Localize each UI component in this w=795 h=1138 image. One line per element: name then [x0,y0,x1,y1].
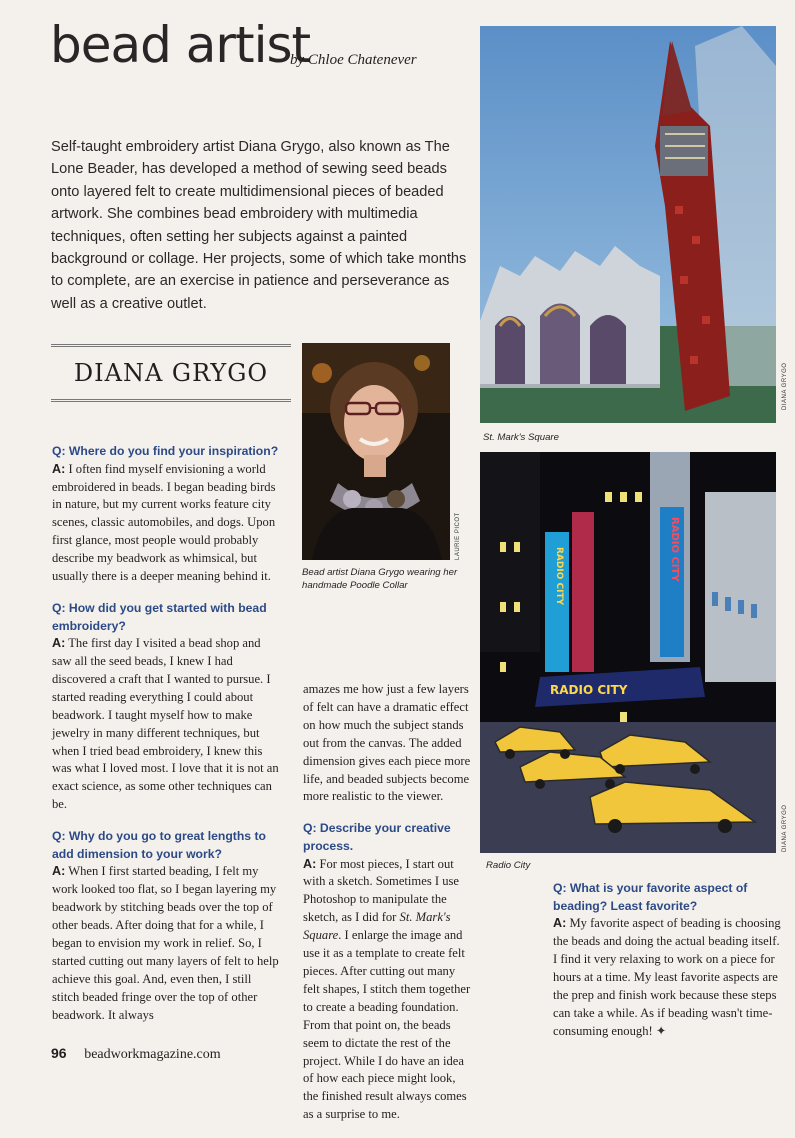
page-title: bead artist [50,16,311,74]
portrait-caption: Bead artist Diana Grygo wearing her handmade Poodle Collar [302,567,458,591]
radio-city-marquee-text: RADIO CITY [550,683,628,697]
radio-city-image [480,452,776,853]
radio-city-credit: DIANA GRYGO [782,804,788,852]
radio-city-sign-text-2: RADIO CITY [669,517,680,582]
radio-city-caption: Radio City [486,860,531,871]
column-3 [553,880,781,1055]
question-4: Q: Describe your creative process. [303,821,451,853]
st-marks-caption: St. Mark's Square [483,432,559,443]
answer-5: A: My favorite aspect of beading is choosing the beads and doing the actual beading itself. I find it very relaxing to work on a piece for hours at a time. My least favorite aspects are the prep and finish work because these steps can take a while. As if beading wasn't time-consuming enough! ✦ [553,916,781,1038]
end-mark-icon: ✦ [655,1023,667,1038]
answer-3: A: When I first started beading, I felt my work looked too flat, so I began layering my beadwork by stitching beads over the top of other beads. After doing that for a while, I began to envision my work in relief. So, I started cutting out many layers of felt to help achieve this goal. And, even then, I still stitch beaded fringe over the top of other beadwork. It always [52,864,279,1022]
question-1: Q: Where do you find your inspiration? [52,444,279,458]
page-number: 96 [51,1045,67,1061]
question-5: Q: What is your favorite aspect of beading? Least favorite? [553,881,748,913]
column-1 [52,443,280,1039]
answer-3-continued: amazes me how just a few layers of felt can have a dramatic effect on how much the subject stands out from the canvas. The added dimension gives each piece more life, and beaded subjects become more realistic to the viewer. [303,682,471,804]
answer-2: A: The first day I visited a bead shop and saw all the seed beads, I knew I had discovered a craft that I wanted to pursue. I started reading everything I could about beadwork. I taught myself how to make jewelry in many different techniques, but when I tried bead embroidery, I knew this was what I loved most. I love that it is not an exact science, as some other techniques can be. [52,636,279,812]
artist-name: DIANA GRYGO [73,359,269,387]
st-marks-square-image [480,26,776,423]
intro-paragraph: Self-taught embroidery artist Diana Grygo, also known as The Lone Beader, has developed a method of sewing seed beads onto layered felt to create multidimensional pieces of beaded artwork. She combines bead embroidery with multimedia techniques, often setting her subjects against a painted background or collage. Her projects, some of which take months to complete, are an exercise in patience and perseverance as well as a creative outlet. [51,139,467,312]
footer-url: beadworkmagazine.com [84,1047,221,1062]
column-2 [303,681,471,1138]
footer [51,1045,221,1063]
question-2: Q: How did you get started with bead embroidery? [52,600,267,633]
portrait-photo [302,343,450,560]
question-3: Q: Why do you go to great lengths to add dimension to your work? [52,829,266,861]
answer-1: A: I often find myself envisioning a world embroidered in beads. I began beading birds in nature, but my current works feature city scenes, classic automobiles, and dogs. Upon first glance, most people would probably describe my beadwork as whimsical, but usually there is a deeper meaning behind it. [52,461,276,584]
answer-4: A: For most pieces, I start out with a sketch. Sometimes I use Photoshop to manipulate the sketch, as I did for St. Mark's Square. I enlarge the image and use it as a template to create felt pieces. After cutting out many felt shapes, I stitch them together to create a beading foundation. From that point on, the beads seem to dictate the rest of the project. While I do have an idea of how each piece might look, the finished result always comes as a surprise to me. [303,856,471,1122]
portrait-credit: LAURIE PICOT [455,512,461,560]
st-marks-credit: DIANA GRYGO [782,362,788,410]
artist-name-box [51,344,291,402]
byline: by Chloe Chatenever [290,52,417,68]
radio-city-sign-text-1: RADIO CITY [554,547,564,606]
